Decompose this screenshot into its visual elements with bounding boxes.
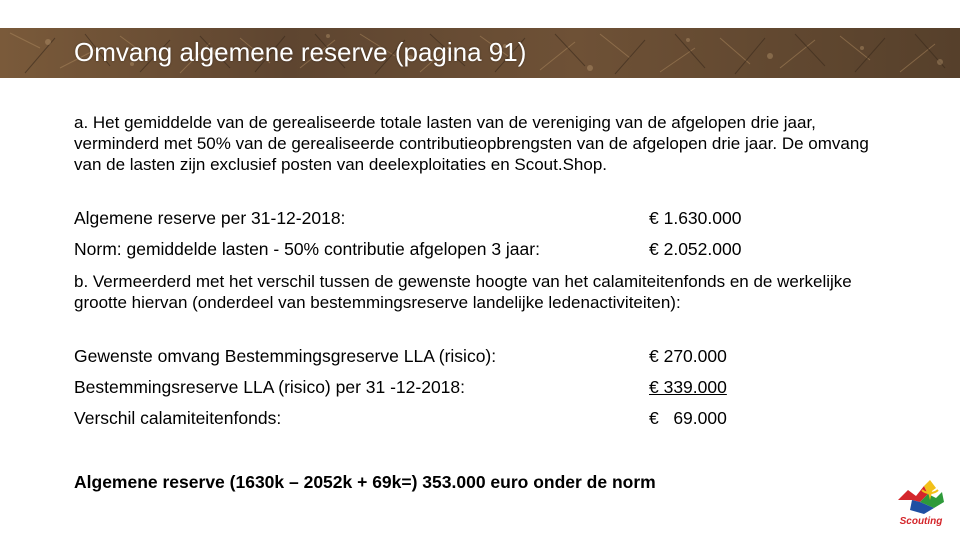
- row-value-bestemmingsreserve: € 339.000: [649, 377, 727, 397]
- row-label-bestemmingsreserve: Bestemmingsreserve LLA (risico) per 31 -12-2018:: [74, 377, 466, 397]
- row-value-verschil: € 69.000: [649, 408, 727, 428]
- row-label-verschil: Verschil calamiteitenfonds:: [74, 408, 282, 428]
- section-a-text: a. Het gemiddelde van de gerealiseerde totale lasten van de vereniging van de afgelopen drie jaar, verminderd met 50% van de gerealiseerde contributieopbrengsten van de afgelopen drie jaar. De omvang van de lasten zijn exclusief posten van deelexploitaties en Scout.Shop.: [74, 113, 869, 174]
- row-value-gewenste-omvang: € 270.000: [649, 346, 727, 366]
- row-value-algemene-reserve: € 1.630.000: [649, 208, 742, 228]
- row-label-gewenste-omvang: Gewenste omvang Bestemmingsgreserve LLA (risico):: [74, 346, 497, 366]
- row-label-norm: Norm: gemiddelde lasten - 50% contributie afgelopen 3 jaar:: [74, 239, 540, 259]
- scouting-logo-text: Scouting: [899, 516, 943, 527]
- scouting-logo: [890, 478, 952, 530]
- row-value-norm: € 2.052.000: [649, 239, 742, 259]
- page-title: Omvang algemene reserve (pagina 91): [74, 37, 527, 67]
- header-banner: [0, 28, 960, 78]
- scouting-logo-icon: [894, 478, 948, 516]
- summary-conclusion: Algemene reserve (1630k – 2052k + 69k=) 353.000 euro onder de norm: [74, 472, 656, 492]
- row-label-algemene-reserve: Algemene reserve per 31-12-2018:: [74, 208, 346, 228]
- section-b-text: b. Vermeerderd met het verschil tussen de gewenste hoogte van het calamiteitenfonds en de werkelijke grootte hiervan (onderdeel van bestemmingsreserve landelijke ledenactiviteiten):: [74, 272, 852, 312]
